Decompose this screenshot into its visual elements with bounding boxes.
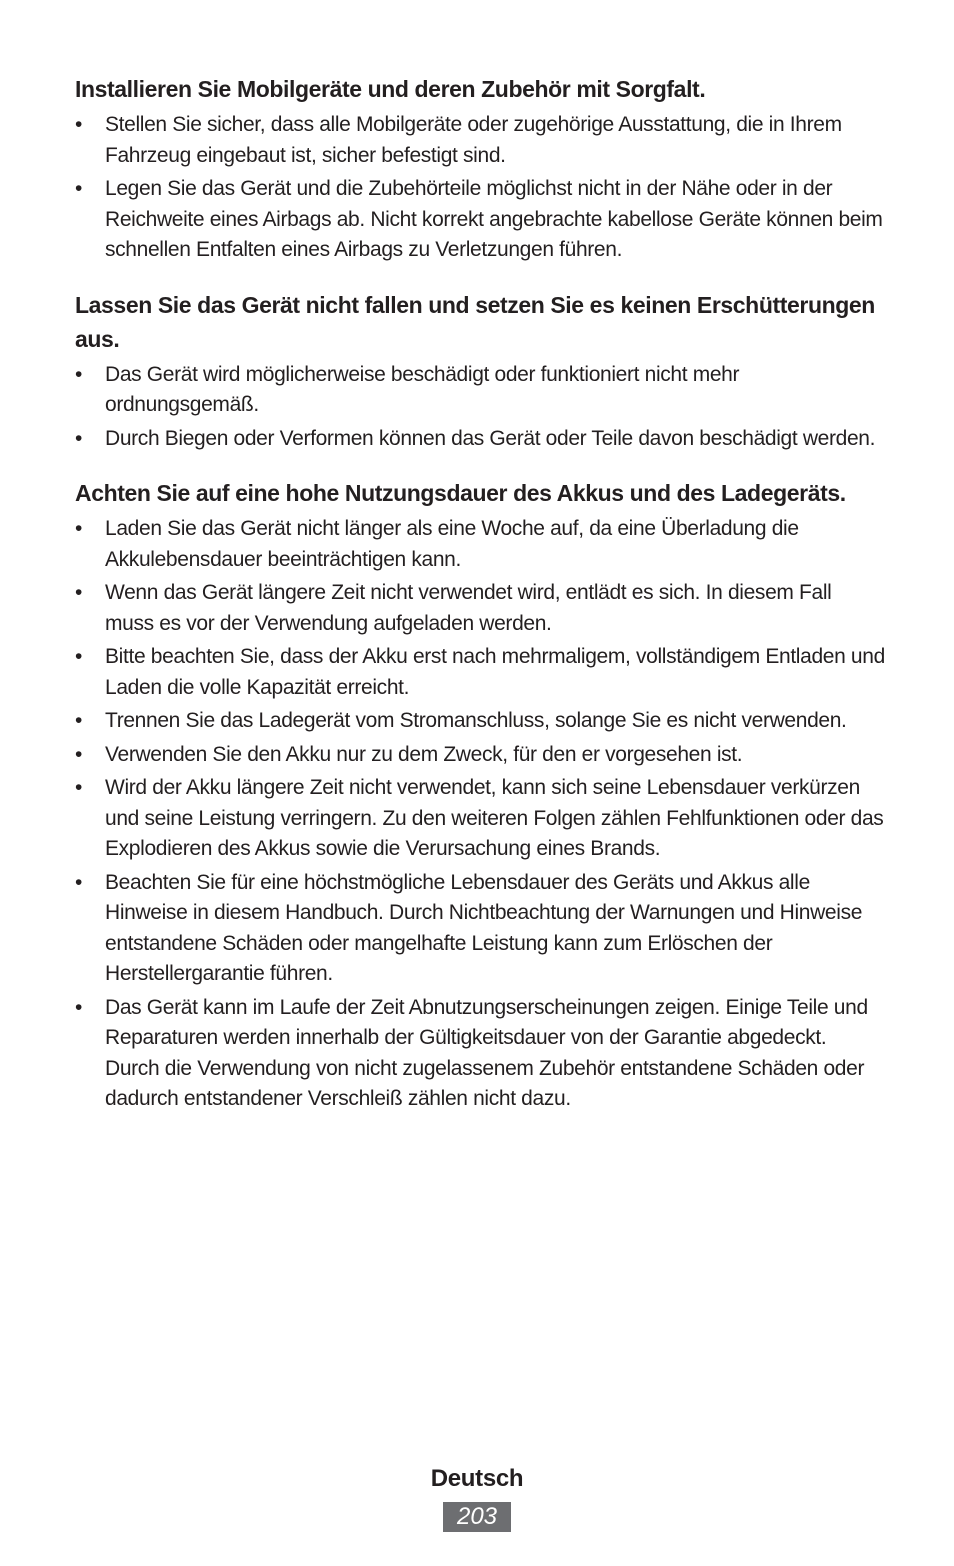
list-item	[75, 110, 885, 171]
section-battery-life	[75, 476, 885, 1115]
bullet-icon: •	[75, 645, 83, 668]
bullet-list	[75, 514, 885, 1115]
list-item-text: Trennen Sie das Ladegerät vom Stromanschluss, solange Sie es nicht verwenden.	[105, 709, 847, 732]
list-item	[75, 360, 885, 421]
list-item-text: Das Gerät kann im Laufe der Zeit Abnutzungserscheinungen zeigen. Einige Teile und Reparaturen werden innerhalb der Gültigkeitsdauer von der Garantie abgedeckt. Durch die Verwendung von nicht zugelassenem Zubehör entstandene Schäden oder dadurch entstandener Verschleiß zählen nicht dazu.	[105, 995, 868, 1110]
bullet-icon: •	[75, 709, 83, 732]
document-body	[75, 72, 885, 1137]
page-footer	[0, 1462, 954, 1532]
bullet-icon: •	[75, 426, 83, 450]
bullet-icon: •	[75, 581, 83, 604]
list-item	[75, 773, 885, 865]
section-heading: Achten Sie auf eine hohe Nutzungsdauer des Akkus und des Ladegeräts.	[75, 480, 846, 506]
list-item-text: Bitte beachten Sie, dass der Akku erst nach mehrmaligem, vollständigem Entladen und Laden die volle Kapazität erreicht.	[105, 645, 885, 699]
list-item	[75, 578, 885, 639]
list-item	[75, 424, 885, 455]
bullet-icon: •	[75, 517, 83, 540]
list-item-text: Durch Biegen oder Verformen können das Gerät oder Teile davon beschädigt werden.	[105, 426, 876, 450]
list-item-text: Wird der Akku längere Zeit nicht verwendet, kann sich seine Lebensdauer verkürzen und seine Leistung verringern. Zu den weiteren Folgen zählen Fehlfunktionen oder das Explodieren des Akkus sowie die Verursachung eines Brands.	[105, 776, 884, 860]
bullet-icon: •	[75, 177, 83, 200]
list-item-text: Beachten Sie für eine höchstmögliche Lebensdauer des Geräts und Akkus alle Hinweise in diesem Handbuch. Durch Nichtbeachtung der Warnungen und Hinweise entstandene Schäden oder mangelhafte Leistung kann zum Erlöschen der Herstellergarantie führen.	[105, 870, 863, 985]
bullet-icon: •	[75, 776, 83, 799]
section-mounting	[75, 72, 885, 266]
bullet-icon: •	[75, 113, 83, 136]
bullet-list	[75, 110, 885, 266]
bullet-icon: •	[75, 742, 83, 766]
bullet-icon: •	[75, 362, 83, 386]
section-heading: Installieren Sie Mobilgeräte und deren Zubehör mit Sorgfalt.	[75, 76, 706, 102]
section-drop-shock	[75, 288, 885, 455]
bullet-icon: •	[75, 995, 83, 1019]
list-item-text: Verwenden Sie den Akku nur zu dem Zweck, für den er vorgesehen ist.	[105, 742, 743, 766]
bullet-icon: •	[75, 870, 83, 894]
list-item	[75, 706, 885, 737]
list-item	[75, 514, 885, 575]
footer-language: Deutsch	[430, 1465, 524, 1492]
bullet-list	[75, 360, 885, 455]
list-item	[75, 868, 885, 990]
page-number: 203	[443, 1502, 511, 1532]
list-item	[75, 993, 885, 1115]
list-item-text: Das Gerät wird möglicherweise beschädigt oder funktioniert nicht mehr ordnungsgemäß.	[105, 362, 740, 416]
list-item-text: Wenn das Gerät längere Zeit nicht verwendet wird, entlädt es sich. In diesem Fall muss es vor der Verwendung aufgeladen werden.	[105, 581, 832, 635]
list-item	[75, 740, 885, 771]
list-item-text: Laden Sie das Gerät nicht länger als eine Woche auf, da eine Überladung die Akkulebensdauer beeinträchtigen kann.	[105, 517, 799, 571]
section-heading: Lassen Sie das Gerät nicht fallen und setzen Sie es keinen Erschütterungen aus.	[75, 291, 875, 352]
list-item-text: Stellen Sie sicher, dass alle Mobilgeräte oder zugehörige Ausstattung, die in Ihrem Fahrzeug eingebaut ist, sicher befestigt sind.	[105, 113, 842, 167]
list-item	[75, 642, 885, 703]
list-item	[75, 174, 885, 266]
list-item-text: Legen Sie das Gerät und die Zubehörteile möglichst nicht in der Nähe oder in der Reichweite eines Airbags ab. Nicht korrekt angebrachte kabellose Geräte können beim schnellen Entfalten eines Airbags zu Verletzungen führen.	[105, 177, 883, 261]
